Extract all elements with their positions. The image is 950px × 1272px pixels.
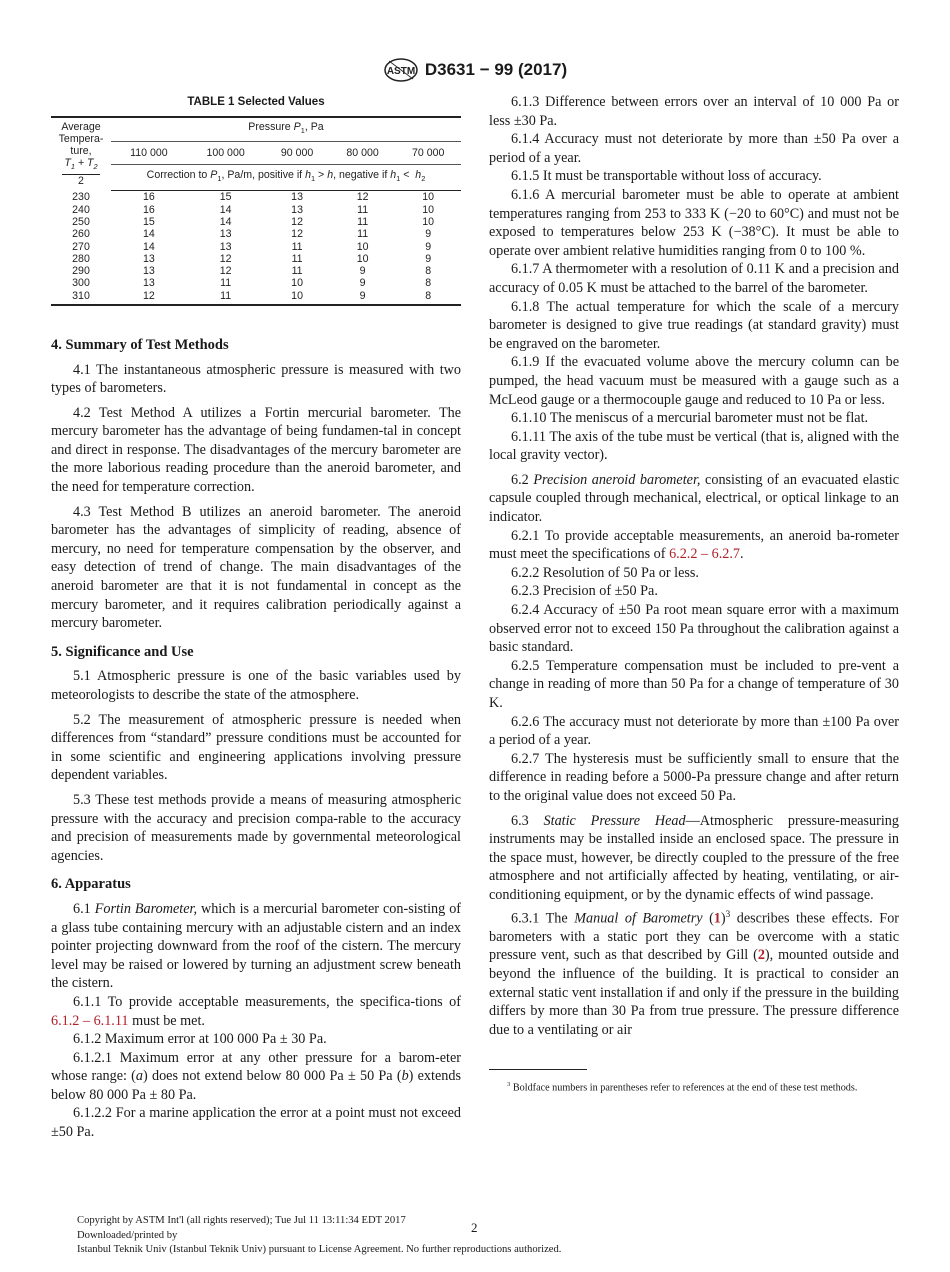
paragraph-text: ) extends below 80 000 Pa ± 80 Pa. <box>51 1068 461 1103</box>
correction-value-cell: 13 <box>219 228 232 241</box>
paragraph-6-2-7: 6.2.7 The hysteresis must be sufficiently small to ensure that the difference in reading before a 5000-Pa pressure change and after return to the original value does not exceed 50 Pa. <box>489 750 899 804</box>
pressure-header: Pressure $P_1$, Pa <box>111 117 461 142</box>
paragraph-5-1: 5.1 Atmospheric pressure is one of the basic variables used by meteorologists to describe the state of the atmosphere. <box>51 668 461 703</box>
reference-link-2[interactable]: 2 <box>757 947 765 964</box>
paragraph-text: must be met. <box>132 1012 205 1029</box>
table-row <box>51 253 461 265</box>
correction-value-cell: 12 <box>219 252 232 265</box>
temperature-cell: 290 <box>72 265 90 278</box>
paragraph-6-2-6: 6.2.6 The accuracy must not deteriorate by more than ±100 Pa over a period of a year. <box>489 713 899 749</box>
correction-value-cell: 14 <box>219 215 232 228</box>
cross-reference-link[interactable]: 6.2.2 – 6.2.7 <box>669 546 740 563</box>
footnote-marker[interactable]: 3 <box>725 908 731 919</box>
table-row <box>51 277 461 289</box>
left-column <box>51 93 461 1142</box>
paragraph-6-1-10: 6.1.10 The meniscus of a mercurial barometer must not be flat. <box>511 410 869 427</box>
section-heading-6: 6. Apparatus <box>51 876 131 893</box>
correction-value-cell: 14 <box>219 203 232 216</box>
column-header: 80 000 <box>330 141 396 164</box>
table-row <box>51 191 461 204</box>
document-designation: D3631 − 99 (2017) <box>424 60 568 79</box>
correction-value-cell: 11 <box>357 228 369 241</box>
temperature-cell: 230 <box>72 191 90 204</box>
correction-value-cell: 13 <box>291 191 303 204</box>
paragraph-6-1 <box>51 900 461 993</box>
correction-value-cell: 13 <box>143 252 155 265</box>
correction-value-cell: 12 <box>356 191 369 204</box>
column-header: 110 000 <box>111 141 187 164</box>
paragraph-text: 6.1.1 To provide acceptable measurements, the specifica-tions of <box>73 993 461 1010</box>
paragraph-6-1-4: 6.1.4 Accuracy must not deteriorate by more than ±50 Pa over a period of a year. <box>489 131 899 166</box>
correction-value-cell: 10 <box>422 215 435 228</box>
correction-value-cell: 14 <box>143 228 155 241</box>
correction-value-cell: 15 <box>143 215 155 228</box>
footnote-divider <box>489 1069 587 1070</box>
temperature-cell: 250 <box>72 215 90 228</box>
column-header: 70 000 <box>395 141 461 164</box>
paragraph-6-1-2: 6.1.2 Maximum error at 100 000 Pa ± 30 Pa. <box>73 1031 327 1048</box>
copyright-footer <box>77 1214 561 1258</box>
paragraph-text: describes these effects. For barometers with a static port they can be overcome with a static pressure vent, such as that described by Gill ( <box>489 910 900 964</box>
paragraph-text: 6.2.1 To provide acceptable measurements, an aneroid ba-rometer must meet the specifications of <box>489 527 899 563</box>
section-heading-4: 4. Summary of Test Methods <box>51 336 229 353</box>
temperature-cell: 260 <box>72 228 90 241</box>
temperature-cell: 310 <box>51 290 111 305</box>
table-row <box>51 241 461 253</box>
correction-value-cell: 15 <box>219 191 232 204</box>
correction-value-cell: 12 <box>291 228 303 241</box>
paragraph-text: 6.1.2.1 Maximum error at any other pressure for a barom-eter whose range: ( <box>51 1049 461 1085</box>
paragraph-6-1-9: 6.1.9 If the evacuated volume above the mercury column can be pumped, the head vacuum must be measured with a gauge such as a McLeod gauge or a thermocouple gauge and reduced to 10 Pa or less. <box>489 354 899 408</box>
paragraph-6-1-5: 6.1.5 It must be transportable without loss of accuracy. <box>511 168 822 185</box>
paragraph-text: . <box>740 546 744 563</box>
footnote-3 <box>489 1078 899 1095</box>
correction-value-cell: 13 <box>291 203 303 216</box>
paragraph-text: which is a mercurial barometer con-sisting of a glass tube containing mercury with an adjustable cistern and an index pointer projecting downward from the roof of the cistern. The mercury level may be raised or lowered by turning an adjustment screw beneath the cistern. <box>51 900 462 992</box>
correction-value-cell: 16 <box>143 203 155 216</box>
fraction-numerator: $T_1 + T_2$ <box>62 157 99 174</box>
temperature-cell: 280 <box>72 252 90 265</box>
column-header: 90 000 <box>264 141 330 164</box>
paragraph-5-3: 5.3 These test methods provide a means of measuring atmospheric pressure with the accuracy and precision compa-rable to the accuracy and precision of measurements made by governmental meteorological agencies. <box>51 791 461 864</box>
paren: ( <box>709 910 714 927</box>
table-row <box>51 290 461 305</box>
svg-text:ASTM: ASTM <box>386 66 416 77</box>
paragraph-6-3 <box>489 812 899 905</box>
cited-title: Manual of Barometry <box>574 910 703 927</box>
temperature-cell: 270 <box>72 240 90 253</box>
paragraph-6-1-7: 6.1.7 A thermometer with a resolution of 0.11 K and a precision and accuracy of 0.05 K must be attached to the barrel of the barometer. <box>489 261 899 296</box>
correction-value-cell: 9 <box>359 277 366 290</box>
selected-values-table <box>51 116 461 306</box>
correction-value-cell: 12 <box>219 265 232 278</box>
term-static-pressure-head: Static Pressure Head <box>543 812 686 829</box>
paragraph-4-1: 4.1 The instantaneous atmospheric pressure is measured with two types of barometers. <box>51 361 461 397</box>
downloaded-line: Downloaded/printed by <box>77 1229 178 1241</box>
temperature-fraction <box>62 157 99 187</box>
correction-value-cell: 11 <box>187 290 264 305</box>
correction-value-cell: 9 <box>425 240 432 253</box>
row-header-line: Tempera- <box>58 132 104 145</box>
paragraph-6-2-4: 6.2.4 Accuracy of ±50 Pa root mean square error with a maximum observed error not to exceed 150 Pa throughout the calibration against a basic standard. <box>489 602 899 656</box>
table-row <box>51 228 461 240</box>
correction-value-cell: 13 <box>143 265 155 278</box>
document-header <box>0 55 950 85</box>
correction-value-cell: 10 <box>291 277 303 290</box>
column-header: 100 000 <box>187 141 264 164</box>
cross-reference-link[interactable]: 6.1.2 – 6.1.11 <box>51 1012 129 1029</box>
table-row <box>51 216 461 228</box>
paragraph-4-3: 4.3 Test Method B utilizes an aneroid barometer. The aneroid barometer has the advantages of simplicity of reading, absence of mercury, no need for temperature compensation by the observer, and easy detection of trend of change. The main disadvantages of the aneroid barometer are that it is not fundamental in concept as the mercury barometer, and it requires calibration periodically against a mercury barometer. <box>51 503 461 632</box>
item-marker: a <box>135 1068 144 1085</box>
astm-logo-icon <box>383 57 419 83</box>
table-body <box>51 191 461 305</box>
table-row <box>51 265 461 277</box>
row-header-cell <box>51 117 111 191</box>
paragraph-6-2 <box>489 471 899 527</box>
correction-value-cell: 13 <box>143 277 155 290</box>
correction-value-cell: 14 <box>143 240 155 253</box>
correction-value-cell: 10 <box>422 191 435 204</box>
paragraph-5-2: 5.2 The measurement of atmospheric pressure is needed when differences from “standard” pressure conditions must be accounted for in some scientific and engineering applications involving pressure dependent variables. <box>51 711 461 784</box>
license-line: Istanbul Teknik Univ (Istanbul Teknik Univ) pursuant to License Agreement. No further reproductions authorized. <box>77 1244 562 1255</box>
correction-value-cell: 12 <box>111 290 187 305</box>
footnote-text: Boldface numbers in parentheses refer to references at the end of these test methods. <box>512 1082 858 1094</box>
table-row <box>51 204 461 216</box>
table-title: TABLE 1 Selected Values <box>187 96 325 108</box>
paragraph-6-1-2-1 <box>51 1049 461 1105</box>
correction-value-cell: 16 <box>143 191 155 204</box>
correction-value-cell: 8 <box>395 290 461 305</box>
term-fortin-barometer: Fortin Barometer, <box>94 900 198 917</box>
paragraph-6-2-3: 6.2.3 Precision of ±50 Pa. <box>511 583 658 600</box>
correction-value-cell: 9 <box>425 252 432 265</box>
footnote-number: 3 <box>507 1081 511 1089</box>
paragraph-6-2-2: 6.2.2 Resolution of 50 Pa or less. <box>511 564 699 581</box>
paragraph-text: ) does not extend below 80 000 Pa ± 50 Pa ( <box>143 1068 402 1085</box>
paragraph-text: —Atmospheric pressure-measuring instruments may be installed inside an enclosed space. The pressure in the space must, however, be directly coupled to the pressure of the free atmosphere and not artificially affected by heating, ventilating, or air-conditioning equipment, or by the dynamic effects of wind passage. <box>489 812 899 903</box>
correction-value-cell: 9 <box>425 228 432 241</box>
fraction-denominator: 2 <box>78 174 84 187</box>
paragraph-number: 6.3 <box>511 812 529 829</box>
paragraph-number: 6.1 <box>73 900 91 917</box>
correction-value-cell: 10 <box>356 240 369 253</box>
correction-value-cell: 11 <box>357 215 369 228</box>
row-header-line: Average <box>61 120 101 133</box>
correction-value-cell: 8 <box>425 277 432 290</box>
correction-value-cell: 11 <box>357 203 369 216</box>
correction-note: Correction to $P_1$, Pa/m, positive if $h_1 > h$, negative if $h_1 < h_2$ <box>111 165 461 191</box>
paragraph-6-2-5: 6.2.5 Temperature compensation must be included to pre-vent a change in reading of more than 50 Pa for a change of temperature of 30 K. <box>489 657 899 711</box>
reference-link-1[interactable]: 1 <box>713 910 721 927</box>
correction-value-cell: 11 <box>291 240 303 253</box>
paren: ) <box>720 910 726 927</box>
correction-value-cell: 11 <box>291 265 303 278</box>
paragraph-6-1-11: 6.1.11 The axis of the tube must be vertical (that is, aligned with the local gravity vector). <box>489 428 899 464</box>
right-column <box>489 93 899 1096</box>
paragraph-4-2: 4.2 Test Method A utilizes a Fortin mercurial barometer. The mercury barometer has the advantage of being fundamen-tal in concept and direct in response. The disadvantages of the mercury barometer are the more laborious reading procedure than the aneroid barometer, and the need for temperature correction. <box>51 404 461 496</box>
paragraph-6-1-3: 6.1.3 Difference between errors over an interval of 10 000 Pa or less ±30 Pa. <box>489 94 899 129</box>
section-heading-5: 5. Significance and Use <box>51 643 194 660</box>
correction-value-cell: 10 <box>422 203 435 216</box>
paragraph-6-1-6: 6.1.6 A mercurial barometer must be able to operate at ambient temperatures ranging from 253 to 333 K (−20 to 60°C) and must not be exposed to temperatures below 253 K (−38°C). It must be able to operate over ambient relative humidities ranging from 0 to 100 %. <box>489 186 899 259</box>
correction-value-cell: 10 <box>264 290 330 305</box>
paragraph-text: consisting of an evacuated elastic capsule coupled through mechanical, electrical, or optical linkage to an indicator. <box>489 471 900 526</box>
temperature-cell: 300 <box>72 277 90 290</box>
correction-value-cell: 12 <box>291 215 303 228</box>
correction-value-cell: 9 <box>359 265 366 278</box>
paragraph-text: ), mounted outside and beyond the influence of the building. It is practical to consider an external static vent installation if and only if the pressure in the building differs by more than 30 Pa from true pressure. The pressure difference due to a ventilating or air <box>489 947 899 1038</box>
paragraph-text: 6.3.1 The <box>511 910 568 927</box>
item-marker: b <box>401 1068 409 1085</box>
correction-value-cell: 13 <box>219 240 232 253</box>
copyright-line: Copyright by ASTM Int'l (all rights reserved); Tue Jul 11 13:11:34 EDT 2017 <box>77 1215 406 1226</box>
correction-value-cell: 9 <box>330 290 396 305</box>
row-header-line: ture, <box>70 145 92 157</box>
correction-value-cell: 8 <box>425 265 432 278</box>
temperature-cell: 240 <box>72 203 90 216</box>
paragraph-6-2-1 <box>489 527 899 564</box>
term-precision-aneroid-barometer: Precision aneroid barometer, <box>533 471 701 488</box>
correction-value-cell: 10 <box>356 252 369 265</box>
paragraph-6-1-8: 6.1.8 The actual temperature for which the scale of a mercury barometer is designed to give true readings (at standard gravity) must be engraved on the barometer. <box>489 298 899 352</box>
page-number: 2 <box>471 1220 478 1235</box>
paragraph-6-3-1 <box>489 905 899 1040</box>
paragraph-6-1-1 <box>51 993 461 1030</box>
correction-value-cell: 11 <box>291 252 303 265</box>
paragraph-6-1-2-2: 6.1.2.2 For a marine application the error at a point must not exceed ±50 Pa. <box>51 1105 461 1141</box>
paragraph-number: 6.2 <box>511 471 529 488</box>
correction-value-cell: 11 <box>220 277 232 290</box>
